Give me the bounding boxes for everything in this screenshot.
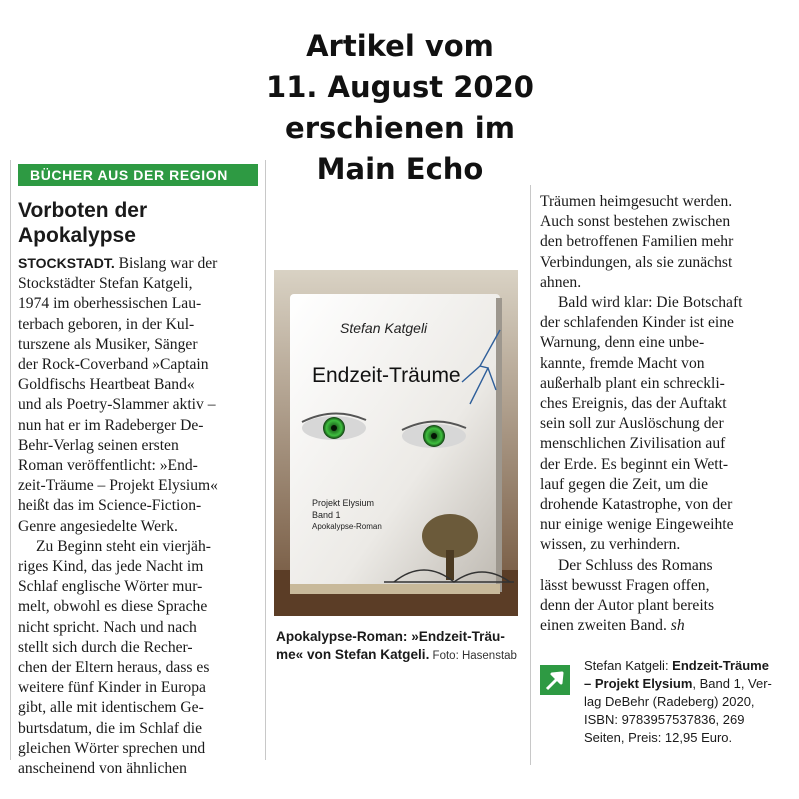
text-line: Der Schluss des Romans [558, 556, 713, 574]
text-line: chen der Eltern heraus, dass es [18, 659, 210, 677]
book-subtitle: Band 1 [312, 510, 341, 520]
text-line: drohende Katastrophe, von der [540, 496, 733, 514]
text-line: und als Poetry-Slammer aktiv – [18, 396, 216, 414]
text-line: ches Ereignis, das der Auftakt [540, 395, 727, 413]
dateline: STOCKSTADT. [18, 255, 115, 271]
info-detail: , Band 1, Ver- [692, 676, 772, 691]
book-cover-text [274, 270, 518, 616]
page-headline [250, 26, 550, 190]
headline-line: Artikel vom [306, 29, 494, 63]
book-subtitle: Projekt Elysium [312, 498, 375, 508]
text-line: gleichen Wörter sprechen und [18, 739, 206, 757]
text-line: 1974 im oberhessischen Lau- [18, 295, 202, 313]
article-paragraph [18, 253, 258, 537]
text-line: kannte, fremde Macht von [540, 354, 705, 372]
info-title: – Projekt Elysium [584, 676, 693, 691]
text-line: Auch sonst bestehen zwischen [540, 213, 731, 231]
text-line: Warnung, denn eine unbe- [540, 334, 705, 352]
text-line: Träumen heimgesucht werden. [540, 193, 733, 210]
text-line: lauf gegen die Zeit, um die [540, 475, 709, 493]
info-isbn: ISBN: 9783957537836, 269 [584, 712, 745, 727]
text-line: terbach geboren, in der Kul- [18, 315, 195, 333]
article-paragraph [18, 537, 258, 779]
text-line: nur einige wenige Eingeweihte [540, 516, 734, 534]
text-line: Zu Beginn steht ein vierjäh- [36, 537, 211, 555]
text-line: burtsdatum, die im Schlaf die [18, 719, 203, 737]
text-line: denn der Autor plant bereits [540, 597, 715, 615]
text-line: weitere fünf Kinder in Europa [18, 679, 206, 697]
caption-line: me« von Stefan Katgeli. [276, 647, 430, 662]
headline-line: 11. August 2020 [266, 70, 534, 104]
text-line: Genre angesiedelte Werk. [18, 517, 178, 535]
text-line: ahnen. [540, 273, 582, 291]
article-paragraph [540, 192, 788, 293]
article-paragraph [540, 293, 788, 556]
text-line: der schlafenden Kinder ist eine [540, 314, 734, 332]
article-paragraph [540, 556, 788, 637]
text-line: nun hat er im Radeberger De- [18, 416, 204, 434]
text-line: Roman veröffentlicht: »End- [18, 457, 198, 475]
text-line: stellt sich durch die Recher- [18, 638, 193, 656]
author-signature: sh [666, 617, 685, 635]
caption-line: Apokalypse-Roman: »Endzeit-Träu- [276, 629, 505, 644]
text-line: heißt das im Science-Fiction- [18, 497, 202, 515]
column-divider [10, 160, 11, 760]
article-right-column [540, 192, 788, 636]
column-divider [530, 185, 531, 765]
text-line: der Rock-Coverband »Captain [18, 356, 209, 374]
book-subtitle: Apokalypse-Roman [312, 522, 382, 531]
text-line: menschlichen Zivilisation auf [540, 435, 726, 453]
text-line: anscheinend von ähnlichen [18, 760, 187, 778]
book-author: Stefan Katgeli [340, 320, 428, 336]
book-info-text [584, 657, 788, 747]
section-kicker: BÜCHER AUS DER REGION [18, 164, 258, 186]
photo-credit: Foto: Hasenstab [429, 650, 517, 662]
text-line: riges Kind, das jede Nacht im [18, 558, 204, 576]
text-line: Bald wird klar: Die Botschaft [558, 294, 743, 312]
text-line: melt, obwohl es diese Sprache [18, 598, 208, 616]
photo-caption [276, 628, 522, 665]
text-line: außerhalb plant ein schreckli- [540, 374, 725, 392]
text-line: Verbindungen, als sie zunächst [540, 253, 733, 271]
info-price: Seiten, Preis: 12,95 Euro. [584, 730, 733, 745]
headline-line: Main Echo [316, 152, 484, 186]
headline-line: erschienen im [285, 111, 515, 145]
text-line: Goldfischs Heartbeat Band« [18, 376, 195, 394]
text-line: turszene als Musiker, Sänger [18, 335, 198, 353]
arrow-up-right-icon [540, 665, 570, 695]
text-line: der Erde. Es beginnt ein Wett- [540, 455, 729, 473]
book-title: Endzeit-Träume [312, 364, 461, 387]
article-title [18, 198, 258, 248]
column-divider [265, 160, 266, 760]
info-author: Stefan Katgeli: [584, 658, 673, 673]
book-photo [274, 270, 518, 616]
info-title: Endzeit-Träume [672, 658, 769, 673]
text-line: nicht spricht. Nach und nach [18, 618, 197, 636]
text-line: Bislang war der [114, 255, 218, 272]
article-left-column [18, 164, 258, 779]
text-line: Behr-Verlag seinen ersten [18, 436, 179, 454]
text-line: lässt bewusst Fragen offen, [540, 576, 710, 594]
text-line: einen zweiten Band. [540, 617, 667, 635]
title-line: Apokalypse [18, 224, 136, 247]
text-line: gibt, alle mit identischem Ge- [18, 699, 204, 717]
title-line: Vorboten der [18, 199, 148, 222]
text-line: zeit-Träume – Projekt Elysium« [18, 477, 218, 495]
info-detail: lag DeBehr (Radeberg) 2020, [584, 694, 755, 709]
text-line: den betroffenen Familien mehr [540, 233, 734, 251]
text-line: Schlaf englische Wörter mur- [18, 578, 203, 596]
text-line: sein soll zur Auslöschung der [540, 415, 724, 433]
text-line: Stockstädter Stefan Katgeli, [18, 275, 193, 293]
text-line: wissen, zu verhindern. [540, 536, 681, 554]
